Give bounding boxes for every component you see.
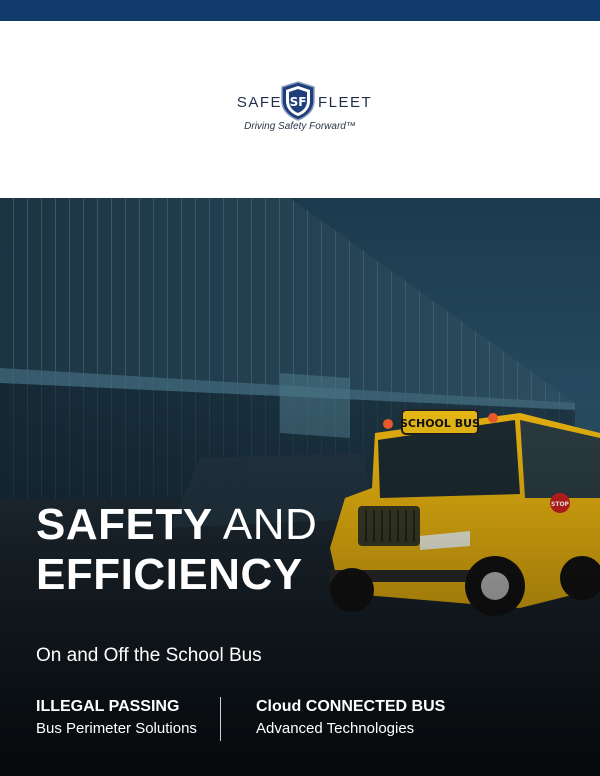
- brand-name-right: FLEET: [318, 94, 373, 111]
- school-bus-building-photo: [0, 198, 600, 776]
- logo-header: [0, 21, 600, 198]
- feature-title: Cloud CONNECTED BUS: [256, 698, 446, 715]
- tagline: Driving Safety Forward™: [244, 121, 356, 132]
- shield-letters: SF: [289, 95, 307, 109]
- headline-line-1: [36, 500, 318, 549]
- main-headline: [36, 500, 318, 599]
- safe-fleet-logo: [0, 81, 600, 119]
- feature-subtitle: Bus Perimeter Solutions: [36, 720, 197, 737]
- top-accent-bar: [0, 0, 600, 21]
- brand-name-left: SAFE: [236, 94, 282, 111]
- headline-bold: SAFETY: [36, 500, 213, 549]
- feature-connected-bus: [256, 698, 445, 737]
- feature-illegal-passing: [36, 698, 197, 737]
- feature-title: ILLEGAL PASSING: [36, 698, 180, 715]
- headline-line-2: EFFICIENCY: [36, 550, 303, 599]
- feature-subtitle: Advanced Technologies: [256, 720, 415, 737]
- hero-image: [0, 198, 600, 776]
- subheadline: On and Off the School Bus: [36, 645, 262, 666]
- feature-divider: [220, 697, 221, 741]
- shield-icon: [280, 81, 316, 121]
- headline-light: AND: [222, 500, 318, 549]
